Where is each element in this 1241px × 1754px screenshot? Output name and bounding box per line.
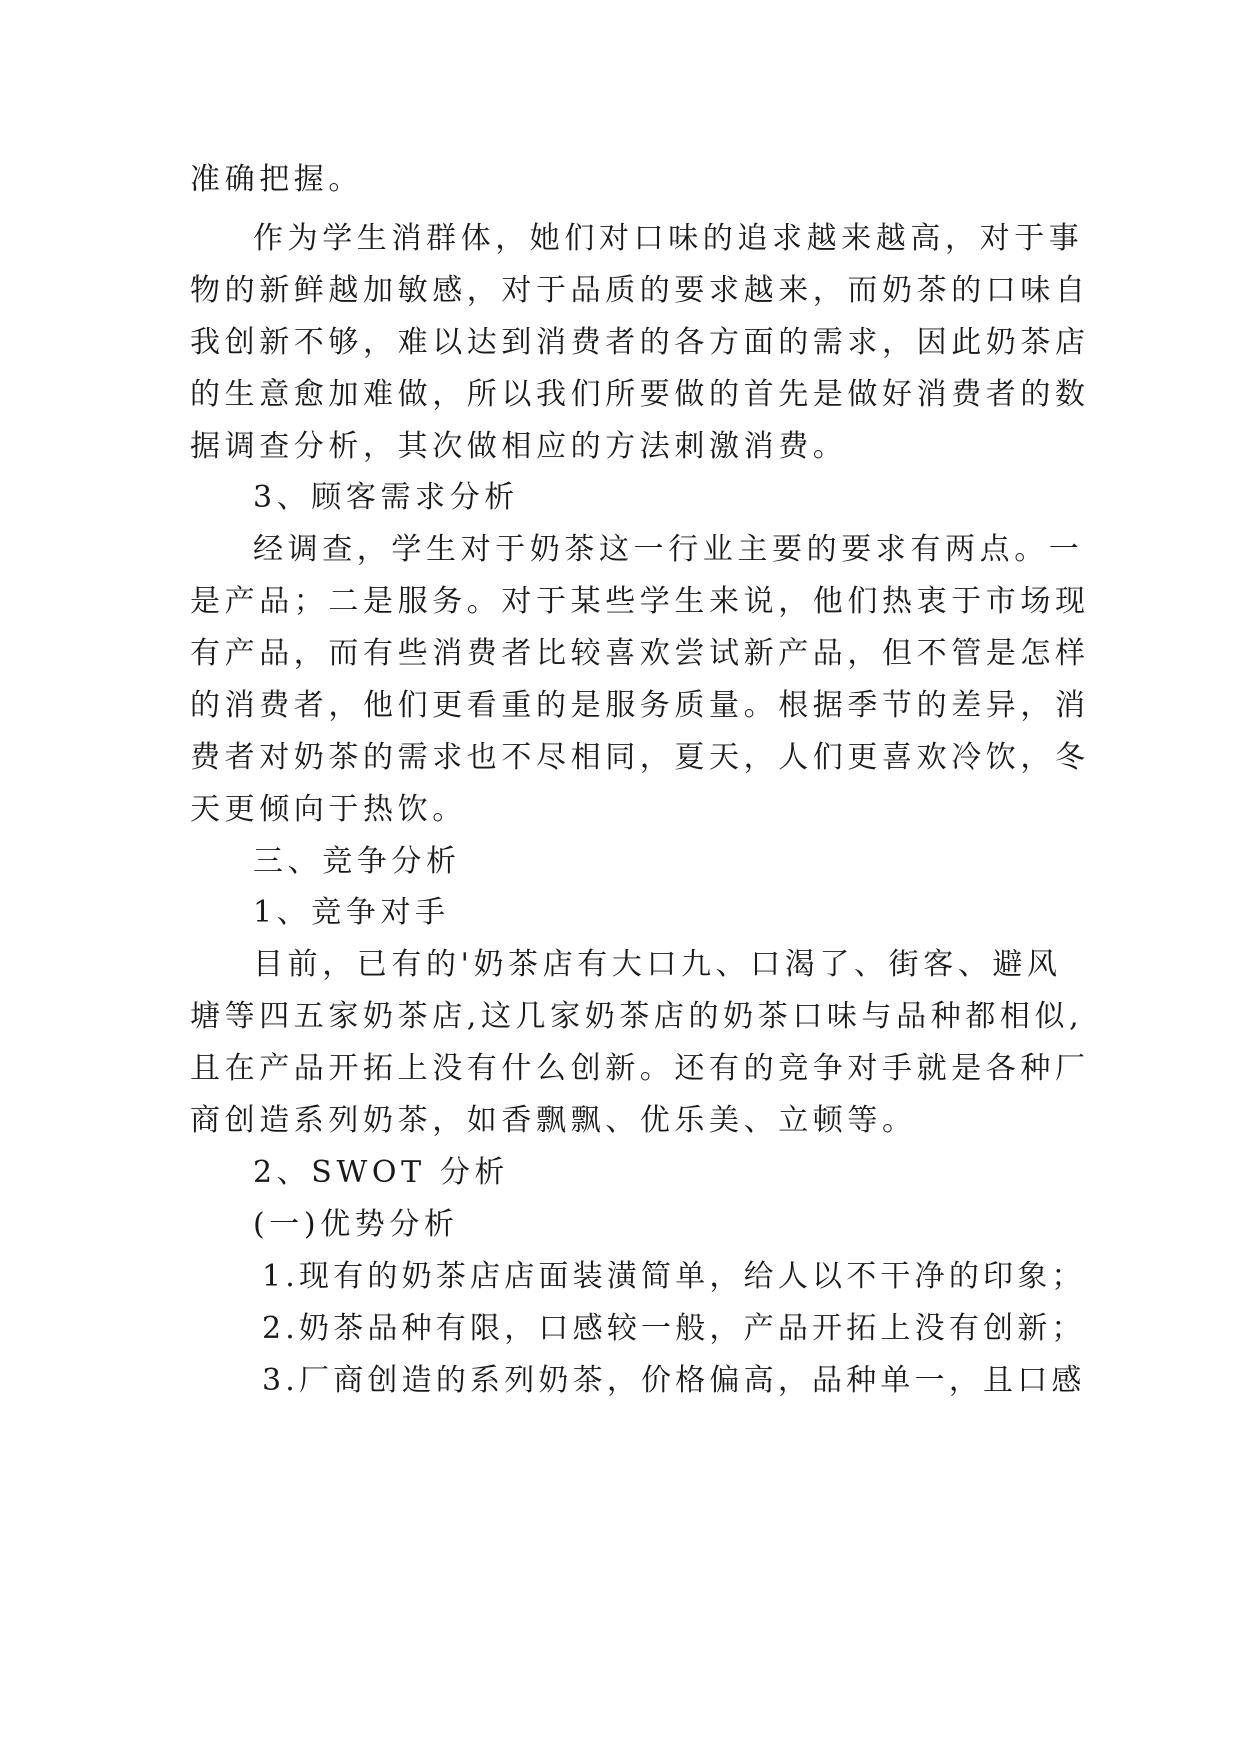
chapter-heading: 三、竞争分析 bbox=[253, 844, 461, 879]
section-heading: 3、顾客需求分析 bbox=[253, 480, 519, 515]
paragraph-continuation: 准确把握。 bbox=[190, 162, 363, 197]
paragraph-first-line: 经调查，学生对于奶茶这一行业主要的要求有两点。一 bbox=[253, 532, 1084, 567]
subsection-heading: (一)优势分析 bbox=[253, 1207, 459, 1242]
paragraph-line: 天更倾向于热饮。 bbox=[190, 792, 467, 827]
paragraph-line: 据调查分析，其次做相应的方法刺激消费。 bbox=[190, 429, 848, 464]
paragraph-line: 物的新鲜越加敏感，对于品质的要求越来，而奶茶的口味自 bbox=[190, 273, 1090, 308]
paragraph-line: 商创造系列奶茶，如香飘飘、优乐美、立顿等。 bbox=[190, 1103, 917, 1138]
list-item: 3.厂商创造的系列奶茶，价格偏高，品种单一，且口感 bbox=[262, 1363, 1086, 1398]
paragraph-line: 的生意愈加难做，所以我们所要做的首先是做好消费者的数 bbox=[190, 377, 1090, 412]
paragraph-line: 我创新不够，难以达到消费者的各方面的需求，因此奶茶店 bbox=[190, 325, 1090, 360]
section-heading: 1、竞争对手 bbox=[253, 895, 450, 930]
paragraph-first-line: 目前，已有的'奶茶店有大口九、口渴了、街客、避风 bbox=[253, 947, 1062, 982]
paragraph-line: 是产品；二是服务。对于某些学生来说，他们热衷于市场现 bbox=[190, 584, 1090, 619]
paragraph-line: 塘等四五家奶茶店,这几家奶茶店的奶茶口味与品种都相似, bbox=[190, 999, 1084, 1034]
paragraph-line: 的消费者，他们更看重的是服务质量。根据季节的差异，消 bbox=[190, 688, 1090, 723]
section-heading: 2、SWOT 分析 bbox=[253, 1155, 510, 1190]
paragraph-line: 费者对奶茶的需求也不尽相同，夏天，人们更喜欢冷饮，冬 bbox=[190, 740, 1090, 775]
list-item: 2.奶茶品种有限，口感较一般，产品开拓上没有创新； bbox=[262, 1311, 1086, 1346]
list-item: 1.现有的奶茶店店面装潢简单，给人以不干净的印象； bbox=[262, 1259, 1086, 1294]
paragraph-line: 且在产品开拓上没有什么创新。还有的竞争对手就是各种厂 bbox=[190, 1051, 1090, 1086]
paragraph-first-line: 作为学生消群体，她们对口味的追求越来越高，对于事 bbox=[253, 221, 1084, 256]
paragraph-line: 有产品，而有些消费者比较喜欢尝试新产品，但不管是怎样 bbox=[190, 636, 1090, 671]
